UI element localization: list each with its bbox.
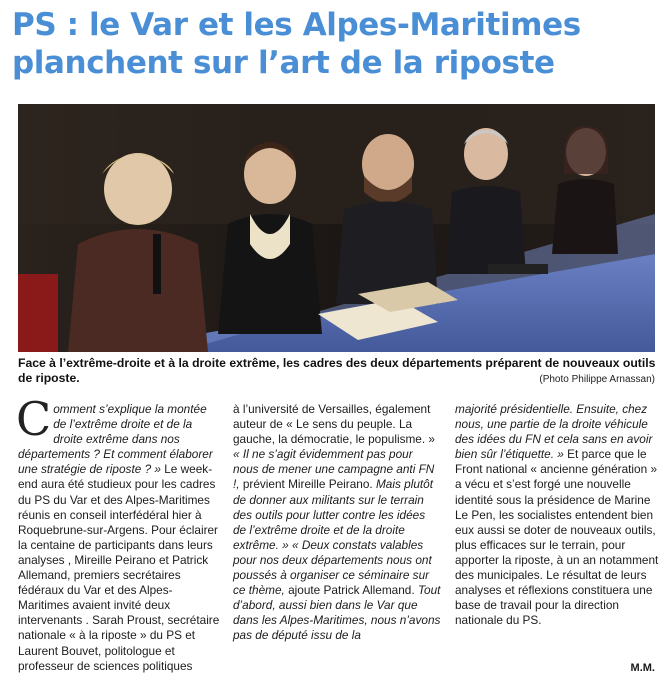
quote: « Il ne s’agit évidemment pas pour nous de mener une campagne anti FN !, xyxy=(233,447,435,492)
article-text: Et parce que le Front national « ancienne génération » a vécu et s’est forgé une nouvelle identité sous la présidence de Marine Le Pen, les socialistes entendent bien eux aussi se doter de nouveaux outils, plus efficaces sur le terrain, pour apporter la riposte, à un an notamment des municipales. Le résultat de leurs analyses et réflexions constituera une base de travail pour la direction nationale du PS. xyxy=(455,447,659,628)
quote: « Deux constats valables pour nos deux départements nous ont poussés à organiser ce séminaire sur ce thème, xyxy=(233,537,432,598)
quote: Mais plutôt de donner aux militants sur le terrain des outils pour lutter contre les idées de l’extrême droite et de la droite extrême. » xyxy=(233,477,433,552)
article-text: à l’université de Versailles, également auteur de « Le sens du peuple. La gauche, la démocratie, le populisme. » xyxy=(233,402,435,447)
article-text: prévient Mireille Peirano. xyxy=(239,477,376,492)
article-column-3 xyxy=(455,402,663,628)
drop-cap: C xyxy=(16,392,52,446)
article-text: ajoute Patrick Allemand. xyxy=(284,583,418,598)
article-intro: omment s’explique la montée de l’extrême droite et de la droite extrême dans nos départements ? Et comment élaborer une stratégie de riposte ? » xyxy=(18,402,213,477)
photo-credit: (Photo Philippe Arnassan) xyxy=(539,374,655,385)
photo-caption: Face à l’extrême-droite et à la droite extrême, les cadres des deux départements préparent de nouveaux outils de riposte. xyxy=(18,356,656,385)
article-column-2 xyxy=(233,402,441,644)
press-photo xyxy=(18,104,655,352)
headline: PS : le Var et les Alpes-Maritimes planchent sur l’art de la riposte xyxy=(12,7,581,81)
author-signature: M.M. xyxy=(630,662,655,674)
photo-illustration xyxy=(18,104,655,352)
quote: Tout d’abord, aussi bien dans le Var que dans les Alpes-Maritimes, nous n’avons pas de député issu de la xyxy=(233,583,441,643)
article-text: Le week-end aura été studieux pour les cadres du PS du Var et des Alpes-Maritimes réunis en conseil interfédéral hier à Roquebrune-sur-Argens. Pour éclairer la centaine de participants dans leurs analyses , Mireille Peirano et Patrick Allemand, premiers secrétaires fédéraux du Var et des Alpes-Maritimes avaient invité deux intervenants . Sarah Proust, secrétaire nationale « à la riposte » du PS et Laurent Bouvet, politologue et professeur de sciences politiques xyxy=(18,462,220,673)
article-column-1 xyxy=(16,392,223,674)
quote: majorité présidentielle. Ensuite, chez nous, une partie de la droite véhicule des idées du FN et cela sans en avoir bien sûr l’étiquette. » xyxy=(455,402,653,462)
